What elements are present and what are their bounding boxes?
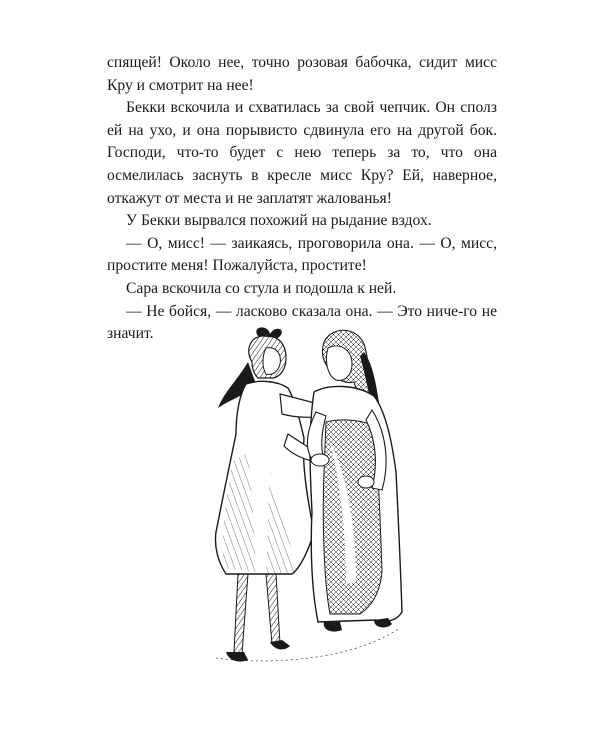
engraving-svg [196, 322, 406, 702]
right-girl-figure [307, 330, 402, 631]
paragraph-1: спящей! Около нее, точно розовая бабочка, сидит мисс Кру и смотрит на нее! [107, 54, 497, 94]
paragraph-3: У Бекки вырвался похожий на рыдание вздох. [126, 212, 432, 230]
paragraph-6: — Не бойся, — ласково сказала она. — Это ниче-го не значит. [107, 302, 497, 343]
paragraph-5: Сара вскочила со стула и подошла к ней. [126, 279, 397, 297]
body-text [107, 52, 497, 346]
paragraph-2: Бекки вскочила и схватилась за свой чепчик. Он сполз ей на ухо, и она порывисто сдвинула его на другой бок. Господи, что-то будет с нею теперь за то, что она осмелилась заснуть в кресле мисс Кру? Ей, наверное, откажут от места и не заплатят жалованья! [107, 99, 497, 207]
two-girls-illustration [196, 322, 406, 702]
paragraph-4: — О, мисс! — заикаясь, проговорила она. — О, мисс, простите меня! Пожалуйста, простите! [107, 234, 497, 275]
